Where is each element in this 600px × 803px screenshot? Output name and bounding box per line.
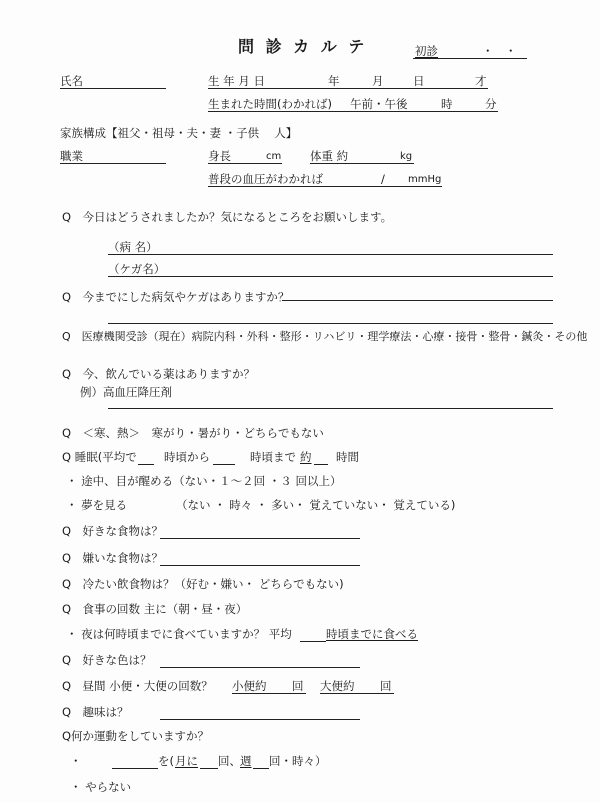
disease-name-label: （病 名） — [108, 240, 158, 254]
exercise-bullet: ・ — [70, 754, 82, 768]
q-sleep: Q 睡眠(平均で — [62, 450, 137, 464]
birth-time-field[interactable] — [208, 111, 498, 112]
job-field[interactable] — [60, 163, 166, 164]
day-label: 日 — [413, 74, 425, 88]
height-label: 身長 — [208, 149, 231, 163]
urine-unit: 回 — [292, 679, 304, 693]
q-medicine: Q 今、飲んでいる薬はありますか？ — [62, 367, 256, 381]
sleep-from-field[interactable] — [213, 464, 235, 465]
exercise-monthly-field[interactable] — [200, 768, 218, 769]
first-visit-date-field[interactable] — [413, 58, 527, 59]
past-illness-field[interactable] — [282, 300, 553, 301]
q-dream-label: ・ 夢を見る — [66, 498, 128, 512]
exercise-weekly-unit: 回・時々） — [269, 754, 327, 768]
month-label: 月 — [372, 74, 384, 88]
blood-pressure-field[interactable] — [208, 186, 442, 187]
name-label: 氏名 — [60, 74, 83, 88]
urine-count-field[interactable] — [232, 693, 306, 694]
exercise-type-field[interactable] — [112, 768, 158, 769]
exercise-none[interactable]: ・ やらない — [70, 780, 132, 794]
sleep-hours-field[interactable] — [314, 464, 328, 465]
disease-name-field[interactable] — [108, 254, 553, 255]
dinner-time-field[interactable] — [300, 641, 326, 642]
q-cold-drink[interactable]: Q 冷たい飲食物は？（好む・嫌い・ どちらでもない) — [62, 577, 344, 591]
first-visit-date: ・ ・ — [482, 44, 517, 58]
job-label: 職業 — [60, 149, 83, 163]
favorite-color-field[interactable] — [160, 667, 360, 668]
weight-field[interactable] — [310, 163, 414, 164]
hour-label: 時 — [441, 97, 453, 111]
q-exercise: Q何か運動をしていますか？ — [62, 729, 210, 743]
q-hobby: Q 趣味は？ — [62, 705, 129, 719]
ampm-options[interactable]: 午前・午後 — [350, 97, 408, 111]
medicine-field[interactable] — [108, 408, 553, 409]
sleep-from-label: 時頃から — [164, 450, 210, 464]
blood-pressure-label: 普段の血圧がわかれば — [208, 172, 323, 186]
q-toilet-count: Q 昼間 小便・大便の回数？ — [62, 679, 213, 693]
sleep-avg-field[interactable] — [138, 464, 154, 465]
q-medical-institution[interactable]: Q 医療機関受診（現在）病院内科・外科・整形・リハビリ・理学療法・心療・接骨・整骨・鍼灸・その他 — [62, 330, 588, 343]
exercise-wo: を( — [158, 754, 174, 768]
exercise-monthly-unit: 回、 — [218, 754, 241, 768]
exercise-monthly-label: 月に — [175, 754, 198, 768]
minute-label: 分 — [485, 97, 497, 111]
sleep-hours-label: 時間 — [336, 450, 359, 464]
weight-unit: kg — [400, 151, 413, 162]
blood-pressure-slash: / — [381, 172, 385, 186]
stool-count-field[interactable] — [320, 693, 394, 694]
dinner-time-suffix: 時頃までに食べる — [326, 627, 418, 641]
page-title: 問 診 カ ル テ — [238, 37, 368, 56]
disliked-food-field[interactable] — [160, 565, 360, 566]
year-label: 年 — [328, 74, 340, 88]
birth-date-field[interactable] — [208, 88, 488, 89]
hobby-field[interactable] — [160, 719, 360, 720]
urine-label: 小便約 — [232, 679, 267, 693]
birth-time-label: 生まれた時間(わかれば) — [208, 97, 332, 111]
q-wake-up[interactable]: ・ 途中、目が醒める（ない・１～２回 ・３ 回以上） — [66, 474, 342, 488]
injury-name-field[interactable] — [108, 276, 553, 277]
stool-unit: 回 — [380, 679, 392, 693]
q-today: Q 今日はどうされましたか？気になるところをお願いします。 — [62, 210, 393, 224]
height-unit: cm — [266, 151, 282, 162]
past-illness-field-2[interactable] — [108, 323, 553, 324]
q-past-illness: Q 今までにした病気やケガはありますか？ — [62, 290, 290, 304]
q-meal-count[interactable]: Q 食事の回数 主に（朝・昼・夜） — [62, 602, 248, 616]
q-favorite-food: Q 好きな食物は？ — [62, 524, 164, 538]
favorite-food-field[interactable] — [160, 538, 360, 539]
blood-pressure-unit: mmHg — [408, 174, 442, 185]
family-structure[interactable]: 家族構成【祖父・祖母・夫・妻 ・子供 人】 — [60, 126, 298, 140]
weight-label: 体重 約 — [310, 149, 349, 163]
exercise-weekly-field[interactable] — [253, 768, 269, 769]
q-cold-heat[interactable]: Q ＜寒、熱＞ 寒がり・暑がり・どちらでもない — [62, 426, 324, 440]
dream-options[interactable]: （ない ・ 時々 ・ 多い・ 覚えていない・ 覚えている) — [176, 498, 456, 512]
name-field[interactable] — [60, 88, 166, 89]
sleep-to-label: 時頃まで — [250, 450, 296, 464]
sleep-approx-label: 約 — [300, 450, 312, 464]
q-disliked-food: Q 嫌いな食物は？ — [62, 551, 164, 565]
q-favorite-color: Q 好きな色は？ — [62, 653, 152, 667]
q-dinner-time: ・ 夜は何時頃までに食べていますか？ 平均 — [66, 627, 292, 641]
injury-name-label: （ケガ名） — [108, 262, 166, 276]
stool-label: 大便約 — [320, 679, 355, 693]
exercise-weekly-label: 週 — [240, 754, 252, 768]
age-label: 才 — [475, 74, 487, 88]
medicine-example: 例）高血圧降圧剤 — [80, 385, 172, 399]
height-field[interactable] — [208, 163, 282, 164]
first-visit-label: 初診 — [415, 44, 438, 58]
birth-date-label: 生 年 月 日 — [208, 74, 265, 88]
